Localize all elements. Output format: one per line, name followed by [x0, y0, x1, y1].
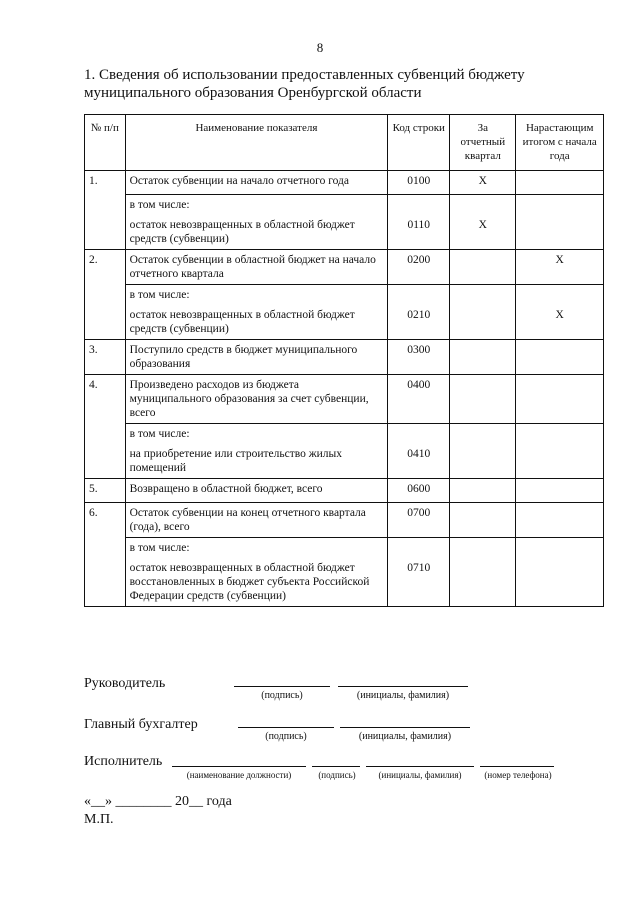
stamp-placeholder: М.П.	[84, 812, 114, 827]
date-line: «__» ________ 20__ года	[84, 794, 232, 809]
row-code	[388, 285, 450, 306]
section-title: 1. Сведения об использовании предоставленных субвенций бюджету муниципального образования Оренбургской области	[84, 67, 525, 101]
row-cumulative	[516, 444, 604, 479]
accountant-signature-hint: (подпись)	[265, 731, 307, 742]
header-cumulative: Нарастающим итогом с начала года	[516, 115, 604, 171]
row-cumulative	[516, 538, 604, 559]
row-name: на приобретение или строительство жилых помещений	[125, 444, 388, 479]
row-quarter: X	[450, 215, 516, 250]
header-quarter: За отчетный квартал	[450, 115, 516, 171]
table-row	[85, 375, 604, 424]
table-row	[85, 538, 604, 559]
row-quarter	[450, 375, 516, 424]
accountant-initials-line	[340, 727, 470, 728]
row-code: 0300	[388, 340, 450, 375]
row-quarter	[450, 250, 516, 285]
row-num: 4.	[85, 375, 126, 424]
head-initials-line	[338, 686, 468, 687]
row-cumulative	[516, 558, 604, 607]
row-quarter	[450, 285, 516, 306]
row-name: Поступило средств в бюджет муниципального образования	[125, 340, 388, 375]
row-name: в том числе:	[125, 538, 388, 559]
row-cumulative	[516, 479, 604, 503]
row-num	[85, 305, 126, 340]
row-name: остаток невозвращенных в областной бюджет средств (субвенции)	[125, 215, 388, 250]
accountant-initials-hint: (инициалы, фамилия)	[358, 731, 452, 742]
row-name: остаток невозвращенных в областной бюджет восстановленных в бюджет субъекта Российской Федерации средств (субвенции)	[125, 558, 388, 607]
executor-label: Исполнитель	[84, 754, 163, 769]
row-cumulative	[516, 171, 604, 195]
row-num	[85, 444, 126, 479]
table-row	[85, 285, 604, 306]
executor-phone-hint: (номер телефона)	[484, 770, 552, 780]
row-quarter	[450, 444, 516, 479]
row-num	[85, 538, 126, 559]
row-code: 0200	[388, 250, 450, 285]
executor-initials-hint: (инициалы, фамилия)	[378, 770, 462, 780]
row-num	[85, 558, 126, 607]
row-num: 3.	[85, 340, 126, 375]
table-row	[85, 444, 604, 479]
executor-position-line	[172, 766, 306, 767]
row-name: Произведено расходов из бюджета муниципального образования за счет субвенции, всего	[125, 375, 388, 424]
head-label: Руководитель	[84, 676, 166, 691]
row-code: 0700	[388, 503, 450, 538]
row-code: 0410	[388, 444, 450, 479]
row-num: 5.	[85, 479, 126, 503]
accountant-signature-line	[238, 727, 334, 728]
row-code: 0600	[388, 479, 450, 503]
executor-initials-line	[366, 766, 474, 767]
row-cumulative	[516, 195, 604, 216]
table-row	[85, 305, 604, 340]
page-number: 8	[316, 40, 324, 55]
row-code: 0110	[388, 215, 450, 250]
table-row	[85, 195, 604, 216]
row-num	[85, 215, 126, 250]
row-cumulative	[516, 215, 604, 250]
table-row	[85, 479, 604, 503]
row-quarter	[450, 424, 516, 445]
head-signature-line	[234, 686, 330, 687]
table-header-row	[85, 115, 604, 171]
row-quarter	[450, 340, 516, 375]
table-row	[85, 171, 604, 195]
row-cumulative	[516, 503, 604, 538]
row-name: Остаток субвенции на начало отчетного года	[125, 171, 388, 195]
row-code	[388, 538, 450, 559]
row-cumulative	[516, 340, 604, 375]
executor-signature-hint: (подпись)	[318, 770, 356, 780]
row-quarter	[450, 538, 516, 559]
row-name: остаток невозвращенных в областной бюджет средств (субвенции)	[125, 305, 388, 340]
row-cumulative	[516, 424, 604, 445]
table-row	[85, 503, 604, 538]
row-name: в том числе:	[125, 195, 388, 216]
report-table	[84, 114, 604, 607]
row-quarter	[450, 479, 516, 503]
row-num	[85, 424, 126, 445]
row-name: в том числе:	[125, 285, 388, 306]
row-num: 6.	[85, 503, 126, 538]
row-code	[388, 195, 450, 216]
row-num	[85, 285, 126, 306]
header-num: № п/п	[85, 115, 126, 171]
row-code: 0100	[388, 171, 450, 195]
row-code: 0400	[388, 375, 450, 424]
row-quarter	[450, 503, 516, 538]
row-cumulative	[516, 375, 604, 424]
table-row	[85, 424, 604, 445]
head-signature-hint: (подпись)	[261, 690, 303, 701]
row-name: Остаток субвенции в областной бюджет на начало отчетного квартала	[125, 250, 388, 285]
row-quarter	[450, 305, 516, 340]
header-code: Код строки	[388, 115, 450, 171]
row-num: 1.	[85, 171, 126, 195]
executor-phone-line	[480, 766, 554, 767]
executor-signature-line	[312, 766, 360, 767]
row-quarter	[450, 195, 516, 216]
row-cumulative	[516, 285, 604, 306]
row-code: 0710	[388, 558, 450, 607]
row-quarter: X	[450, 171, 516, 195]
row-code: 0210	[388, 305, 450, 340]
row-name: в том числе:	[125, 424, 388, 445]
row-quarter	[450, 558, 516, 607]
row-cumulative: X	[516, 305, 604, 340]
row-num	[85, 195, 126, 216]
row-num: 2.	[85, 250, 126, 285]
accountant-label: Главный бухгалтер	[84, 717, 198, 732]
table-row	[85, 215, 604, 250]
table-row	[85, 250, 604, 285]
row-name: Возвращено в областной бюджет, всего	[125, 479, 388, 503]
row-name: Остаток субвенции на конец отчетного квартала (года), всего	[125, 503, 388, 538]
executor-position-hint: (наименование должности)	[186, 770, 292, 780]
table-row	[85, 558, 604, 607]
row-code	[388, 424, 450, 445]
row-cumulative: X	[516, 250, 604, 285]
head-initials-hint: (инициалы, фамилия)	[356, 690, 450, 701]
table-row	[85, 340, 604, 375]
header-name: Наименование показателя	[125, 115, 388, 171]
